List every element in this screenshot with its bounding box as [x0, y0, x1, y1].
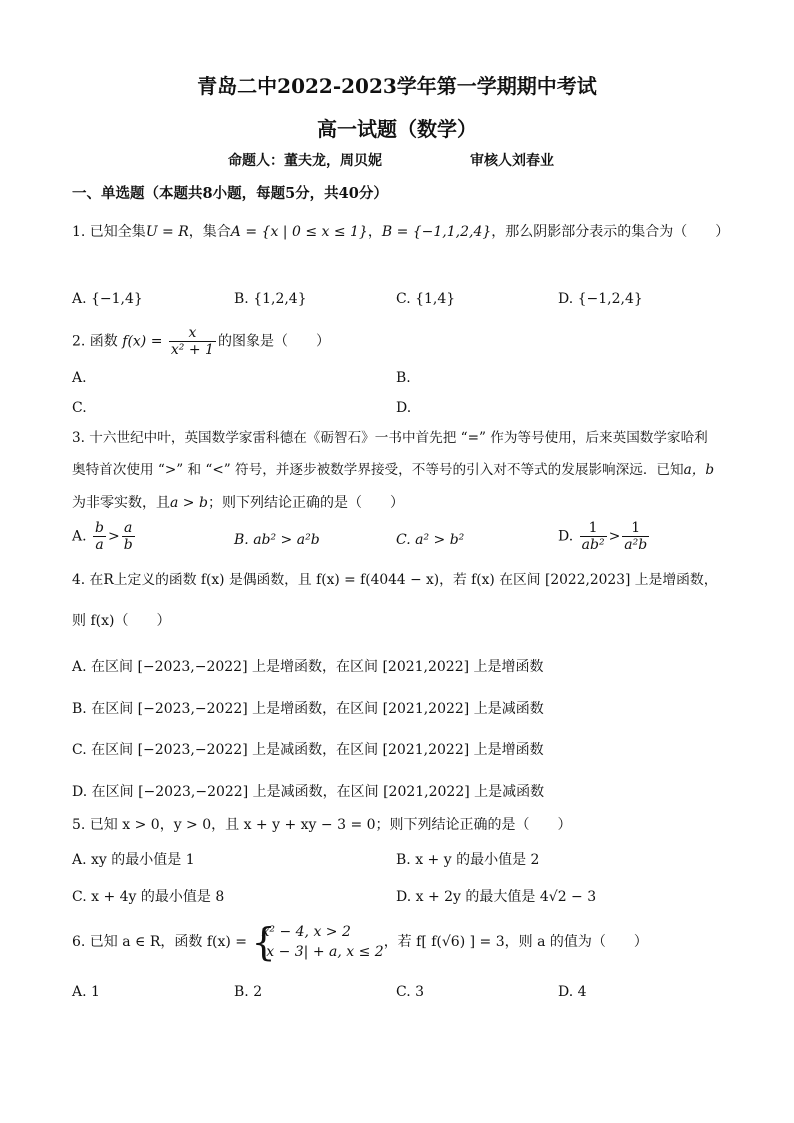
q6-option-b[interactable]: B. 2 [234, 984, 263, 1000]
q6-option-d[interactable]: D. 4 [558, 984, 587, 1000]
authors-line: 命题人：董夫龙，周贝妮 [228, 153, 382, 169]
q3-d-left-num: 1 [580, 520, 607, 537]
q3-a-left-den: a [95, 537, 104, 553]
q3-option-d[interactable] [558, 520, 651, 553]
question-3-line-2 [72, 464, 714, 478]
exam-title: 青岛二中2022-2023学年第一学期期中考试 [197, 74, 597, 98]
q6-option-c[interactable]: C. 3 [396, 984, 425, 1000]
q1-stem-b: ，集合 [188, 224, 231, 240]
q3-d-right-num: 1 [622, 520, 649, 537]
q3-a-right-den: b [123, 537, 133, 553]
q3-option-d-label: D. [558, 528, 574, 545]
q1-universal-set: U = R [145, 224, 189, 240]
q1-set-a: A = {x | 0 ≤ x ≤ 1} [230, 224, 368, 240]
q3-option-c[interactable]: C. a² > b² [396, 532, 465, 548]
q1-option-d[interactable]: D. {−1,2,4} [558, 291, 643, 307]
q6-stem-b: ，若 f[ f(√6) ] = 3，则 a 的值为（ ） [383, 934, 648, 950]
q6-case-1: x² − 4, x > 2 [261, 924, 351, 940]
q4-option-b[interactable]: B. 在区间 [−2023,−2022] 上是增函数，在区间 [2021,2022] 上是减函数 [72, 701, 544, 717]
q2-stem-a: 2. 函数 [72, 333, 118, 350]
q4-option-d[interactable]: D. 在区间 [−2023,−2022] 上是减函数，在区间 [2021,2022] 上是减函数 [72, 784, 545, 800]
q5-option-c[interactable]: C. x + 4y 的最小值是 8 [72, 889, 225, 905]
exam-subtitle: 高一试题（数学） [317, 117, 477, 141]
q1-stem-a: 1. 已知全集 [72, 224, 146, 240]
q4-option-c[interactable]: C. 在区间 [−2023,−2022] 上是减函数，在区间 [2021,2022] 上是增函数 [72, 742, 544, 758]
q5-option-d[interactable]: D. x + 2y 的最大值是 4√2 − 3 [396, 889, 597, 905]
question-3-line-3 [72, 496, 404, 510]
question-1 [72, 225, 729, 239]
q3-option-a-left-fraction [93, 520, 106, 553]
q2-fraction [169, 325, 216, 358]
reviewer-line: 审核人刘春业 [470, 153, 554, 169]
question-2 [72, 325, 330, 358]
q3-d-left-den: ab² [581, 537, 605, 553]
q3-option-b[interactable]: B. ab² > a²b [234, 532, 320, 548]
question-4-line-1: 4. 在R上定义的函数 f(x) 是偶函数，且 f(x) = f(4044 − x)，若 f(x) 在区间 [2022,2023] 上是增函数， [72, 572, 718, 588]
question-4-line-2: 则 f(x)（ ） [72, 613, 171, 629]
q1-stem-d: ，那么阴影部分表示的集合为（ ） [491, 224, 730, 240]
q6-option-a[interactable]: A. 1 [72, 984, 100, 1000]
q1-option-a[interactable]: A. {−1,4} [72, 291, 143, 307]
q2-option-d[interactable]: D. [396, 400, 412, 416]
q3-variables: a，b [683, 462, 715, 478]
q3-line-3-b: ；则下列结论正确的是（ ） [207, 495, 404, 511]
q3-a-right-num: a [122, 520, 135, 537]
q2-stem-b: 的图象是（ ） [217, 333, 330, 350]
q2-option-b[interactable]: B. [396, 370, 411, 386]
question-6 [72, 922, 648, 962]
q1-option-b[interactable]: B. {1,2,4} [234, 291, 307, 307]
q3-line-2-text: 奥特首次使用 “>” 和 “<” 符号，并逐步被数学界接受，不等号的引入对不等式的发展影响深远．已知 [72, 462, 684, 478]
q2-fraction-denominator: x² + 1 [170, 342, 214, 358]
q5-option-b[interactable]: B. x + y 的最小值是 2 [396, 852, 540, 868]
question-5: 5. 已知 x > 0，y > 0，且 x + y + xy − 3 = 0；则下列结论正确的是（ ） [72, 817, 572, 833]
q3-option-d-left-fraction [580, 520, 607, 553]
q1-stem-c: ， [367, 224, 382, 240]
q3-option-d-right-fraction [622, 520, 649, 553]
question-3-line-1: 3. 十六世纪中叶，英国数学家雷科德在《砺智石》一书中首先把 “=” 作为等号使用，后来英国数学家哈利 [72, 430, 708, 446]
q3-line-3-a: 为非零实数，且 [72, 495, 170, 511]
q6-brace: { [251, 920, 276, 964]
q3-option-a-right-fraction [122, 520, 135, 553]
q2-option-c[interactable]: C. [72, 400, 87, 416]
q4-option-a[interactable]: A. 在区间 [−2023,−2022] 上是增函数，在区间 [2021,2022] 上是增函数 [72, 659, 544, 675]
q3-d-right-den: a²b [624, 537, 648, 553]
q3-option-a-operator: > [107, 528, 120, 545]
q3-option-a-label: A. [72, 528, 87, 545]
q1-option-c[interactable]: C. {1,4} [396, 291, 456, 307]
q3-a-left-num: b [95, 520, 104, 536]
q3-option-d-operator: > [608, 528, 621, 545]
q2-fraction-numerator: x [169, 325, 216, 342]
q3-condition: a > b [170, 495, 208, 511]
q6-piecewise [252, 922, 384, 962]
q2-function: f(x) = [122, 333, 163, 350]
q2-option-a[interactable]: A. [72, 370, 87, 386]
section-heading: 一、单选题（本题共8小题，每题5分，共40分） [72, 185, 388, 202]
q6-case-2: |x − 3| + a, x ≤ 2 [261, 944, 384, 960]
q6-stem-a: 6. 已知 a ∈ R，函数 f(x) = [72, 934, 248, 950]
q1-set-b: B = {−1,1,2,4} [381, 224, 492, 240]
q3-option-a[interactable] [72, 520, 137, 553]
q5-option-a[interactable]: A. xy 的最小值是 1 [72, 852, 195, 868]
